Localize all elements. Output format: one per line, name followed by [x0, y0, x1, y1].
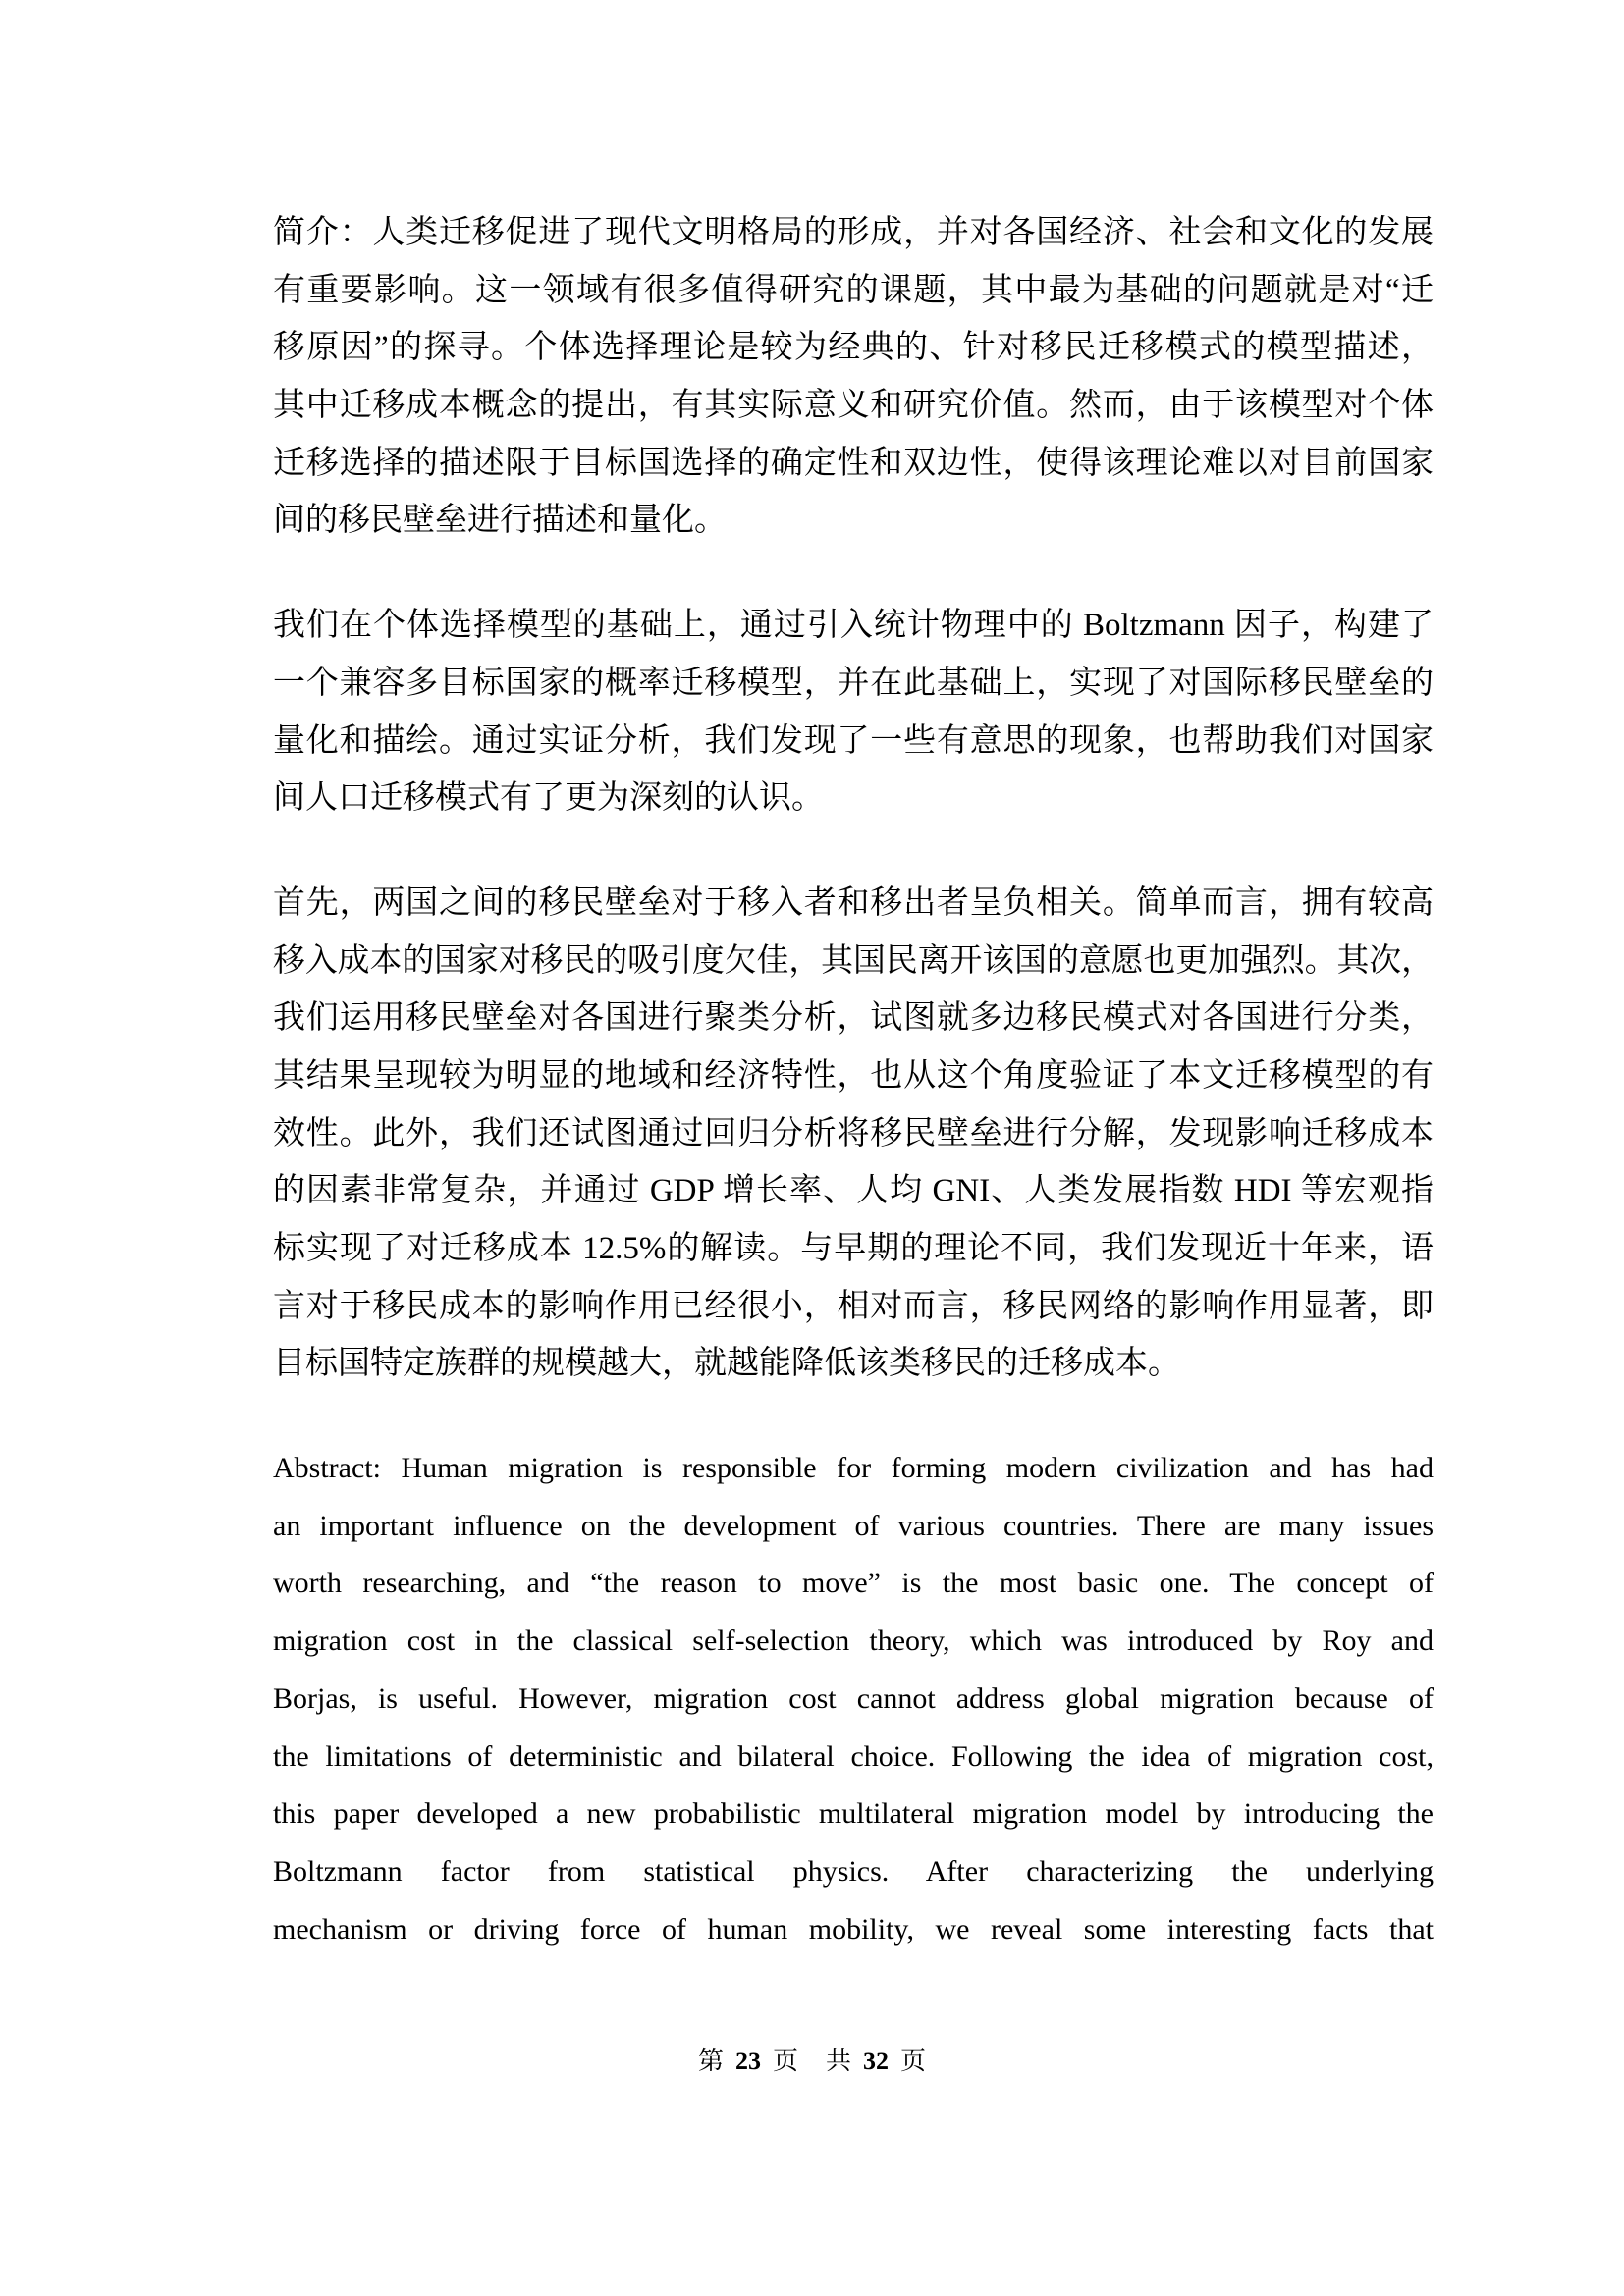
text-line: 简介：人类迁移促进了现代文明格局的形成，并对各国经济、社会和文化的发展: [273, 215, 1434, 250]
text-line: 量化和描绘。通过实证分析，我们发现了一些有意思的现象，也帮助我们对国家: [273, 722, 1434, 759]
text-line: Boltzmann factor from statistical physics. After characterizing the underlying: [273, 1854, 1434, 1888]
text-line: 迁移选择的描述限于目标国选择的确定性和双边性，使得该理论难以对目前国家: [273, 445, 1434, 481]
text-line: this paper developed a new probabilistic multilateral migration model by introducing the: [273, 1797, 1434, 1831]
text-line: 有重要影响。这一领域有很多值得研究的课题，其中最为基础的问题就是对“迁: [273, 272, 1434, 308]
text-line: 其结果呈现较为明显的地域和经济特性，也从这个角度验证了本文迁移模型的有: [273, 1057, 1434, 1094]
text-line: 移原因”的探寻。个体选择理论是较为经典的、针对移民迁移模式的模型描述，: [273, 330, 1434, 366]
text-line: 移入成本的国家对移民的吸引度欠佳，其国民离开该国的意愿也更加强烈。其次，: [273, 942, 1434, 979]
footer-total-label: 共: [826, 2047, 852, 2075]
text-line: 一个兼容多目标国家的概率迁移模型，并在此基础上，实现了对国际移民壁垒的: [273, 665, 1434, 701]
page-number: 23: [734, 2047, 761, 2075]
text-line: an important influence on the development of various countries. There are many issues: [273, 1509, 1434, 1542]
text-line: mechanism or driving force of human mobility, we reveal some interesting facts that: [273, 1912, 1434, 1946]
text-line: 我们在个体选择模型的基础上，通过引入统计物理中的 Boltzmann 因子，构建了: [273, 608, 1434, 644]
paragraph-model-zh: [273, 597, 1434, 828]
text-line: worth researching, and “the reason to move” is the most basic one. The concept of: [273, 1567, 1434, 1600]
footer-page-unit: 页: [772, 2047, 798, 2075]
paragraph-abstract-en: [273, 1440, 1434, 1958]
footer-total-unit: 页: [900, 2047, 927, 2075]
text-line: migration cost in the classical self-selection theory, which was introduced by Roy and: [273, 1625, 1434, 1658]
paragraph-intro-zh: [273, 204, 1434, 550]
text-line: 间的移民壁垒进行描述和量化。: [273, 503, 727, 539]
footer-page-label: 第: [697, 2047, 724, 2075]
text-line: Abstract: Human migration is responsible for forming modern civilization and has had: [273, 1452, 1434, 1485]
document-body: [273, 204, 1434, 2005]
text-line: 间人口迁移模式有了更为深刻的认识。: [273, 780, 824, 817]
text-line: 效性。此外，我们还试图通过回归分析将移民壁垒进行分解，发现影响迁移成本: [273, 1115, 1434, 1151]
text-line: the limitations of deterministic and bilateral choice. Following the idea of migration cost,: [273, 1739, 1434, 1773]
paragraph-findings-zh: [273, 875, 1434, 1393]
page-footer: [0, 2045, 1624, 2078]
text-line: 言对于移民成本的影响作用已经很小，相对而言，移民网络的影响作用显著，即: [273, 1288, 1434, 1324]
text-line: 我们运用移民壁垒对各国进行聚类分析，试图就多边移民模式对各国进行分类，: [273, 1000, 1434, 1037]
text-line: 其中迁移成本概念的提出，有其实际意义和研究价值。然而，由于该模型对个体: [273, 388, 1434, 424]
text-line: 的因素非常复杂，并通过 GDP 增长率、人均 GNI、人类发展指数 HDI 等宏观指: [273, 1173, 1434, 1209]
text-line: 首先，两国之间的移民壁垒对于移入者和移出者呈负相关。简单而言，拥有较高: [273, 884, 1434, 921]
total-pages: 32: [863, 2047, 890, 2075]
text-line: 标实现了对迁移成本 12.5%的解读。与早期的理论不同，我们发现近十年来，语: [273, 1231, 1434, 1266]
text-line: Borjas, is useful. However, migration cost cannot address global migration because of: [273, 1682, 1434, 1715]
text-line: 目标国特定族群的规模越大，就越能降低该类移民的迁移成本。: [273, 1346, 1180, 1382]
